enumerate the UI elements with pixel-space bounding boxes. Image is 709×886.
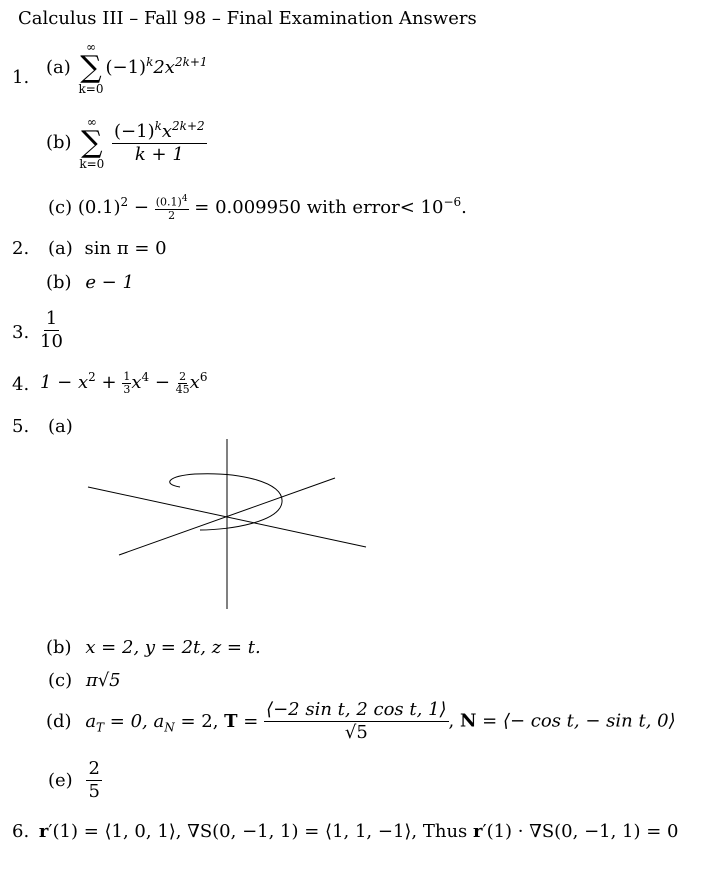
q3-answer — [40, 310, 63, 351]
q6-answer: 6. r′(1) = ⟨1, 0, 1⟩, ∇S(0, −1, 1) = ⟨1, 1, −1⟩, Thus r′(1) · ∇S(0, −1, 1) = 0 — [12, 821, 679, 842]
q1a-label: (a) — [46, 57, 71, 78]
q5e-fraction: $\frac{2}{5}$ — [88, 758, 100, 802]
q5-number: 5. — [12, 416, 30, 437]
q3-number: 3. — [12, 322, 30, 343]
q1b-fraction: $\frac{(-1)^kx^{2k+2}}{k + 1}$ — [114, 118, 205, 165]
q3-fraction: $\frac{1}{10}$ — [40, 308, 63, 352]
q2-number: 2. — [12, 238, 30, 259]
q5c-answer: (c) π√5 — [48, 670, 121, 691]
q2a-answer: (a) sin π = 0 — [48, 238, 167, 259]
q1c-fraction: $\frac{(0.1)^4}{2}$ — [155, 194, 188, 222]
q5b-answer: (b) x = 2, y = 2t, z = t. — [46, 637, 261, 658]
q2b-answer: (b) e − 1 — [46, 272, 134, 293]
summation-symbol: ∞ ∑ k=0 — [78, 40, 104, 96]
q5a-label: (a) — [48, 416, 73, 437]
q1a-answer: (a) ∞ ∑ k=0 $(-1)^k2x^{2k+1}$ — [46, 40, 208, 96]
q4-number: 4. — [12, 374, 30, 395]
q1c-label: (c) — [48, 196, 73, 218]
q1-number: 1. — [12, 67, 30, 88]
q1c-answer: (c) $(0.1)^2$ − $\frac{(0.1)^4}{2}$ = 0.009950 with error< $10^{-6}$. — [48, 194, 467, 222]
page-title: Calculus III – Fall 98 – Final Examination Answers — [18, 8, 477, 29]
summation-symbol: ∞ ∑ k=0 — [79, 115, 105, 171]
q1b-label: (b) — [46, 132, 72, 153]
helix-sketch-figure — [80, 432, 380, 612]
helix-curve — [170, 474, 282, 530]
q5d-tangent-fraction: $\frac{\text{⟨−2 sin t, 2 cos t, 1⟩}}{√5}$ — [266, 699, 447, 743]
q1b-answer — [46, 116, 207, 170]
q5d-answer: (d) $a_T = 0$, $a_N = 2$, T = $\frac{\text{⟨−2 sin t, 2 cos t, 1⟩}}{√5}$ , N = ⟨− cos t, − sin t, 0⟩ — [46, 699, 676, 743]
q4-answer: $1 - x^2$ + $\frac{1}{3}$ $x^4$ − $\frac{2}{45}$ $x^6$ — [40, 370, 208, 396]
q5e-answer: (e) $\frac{2}{5}$ — [48, 758, 100, 802]
